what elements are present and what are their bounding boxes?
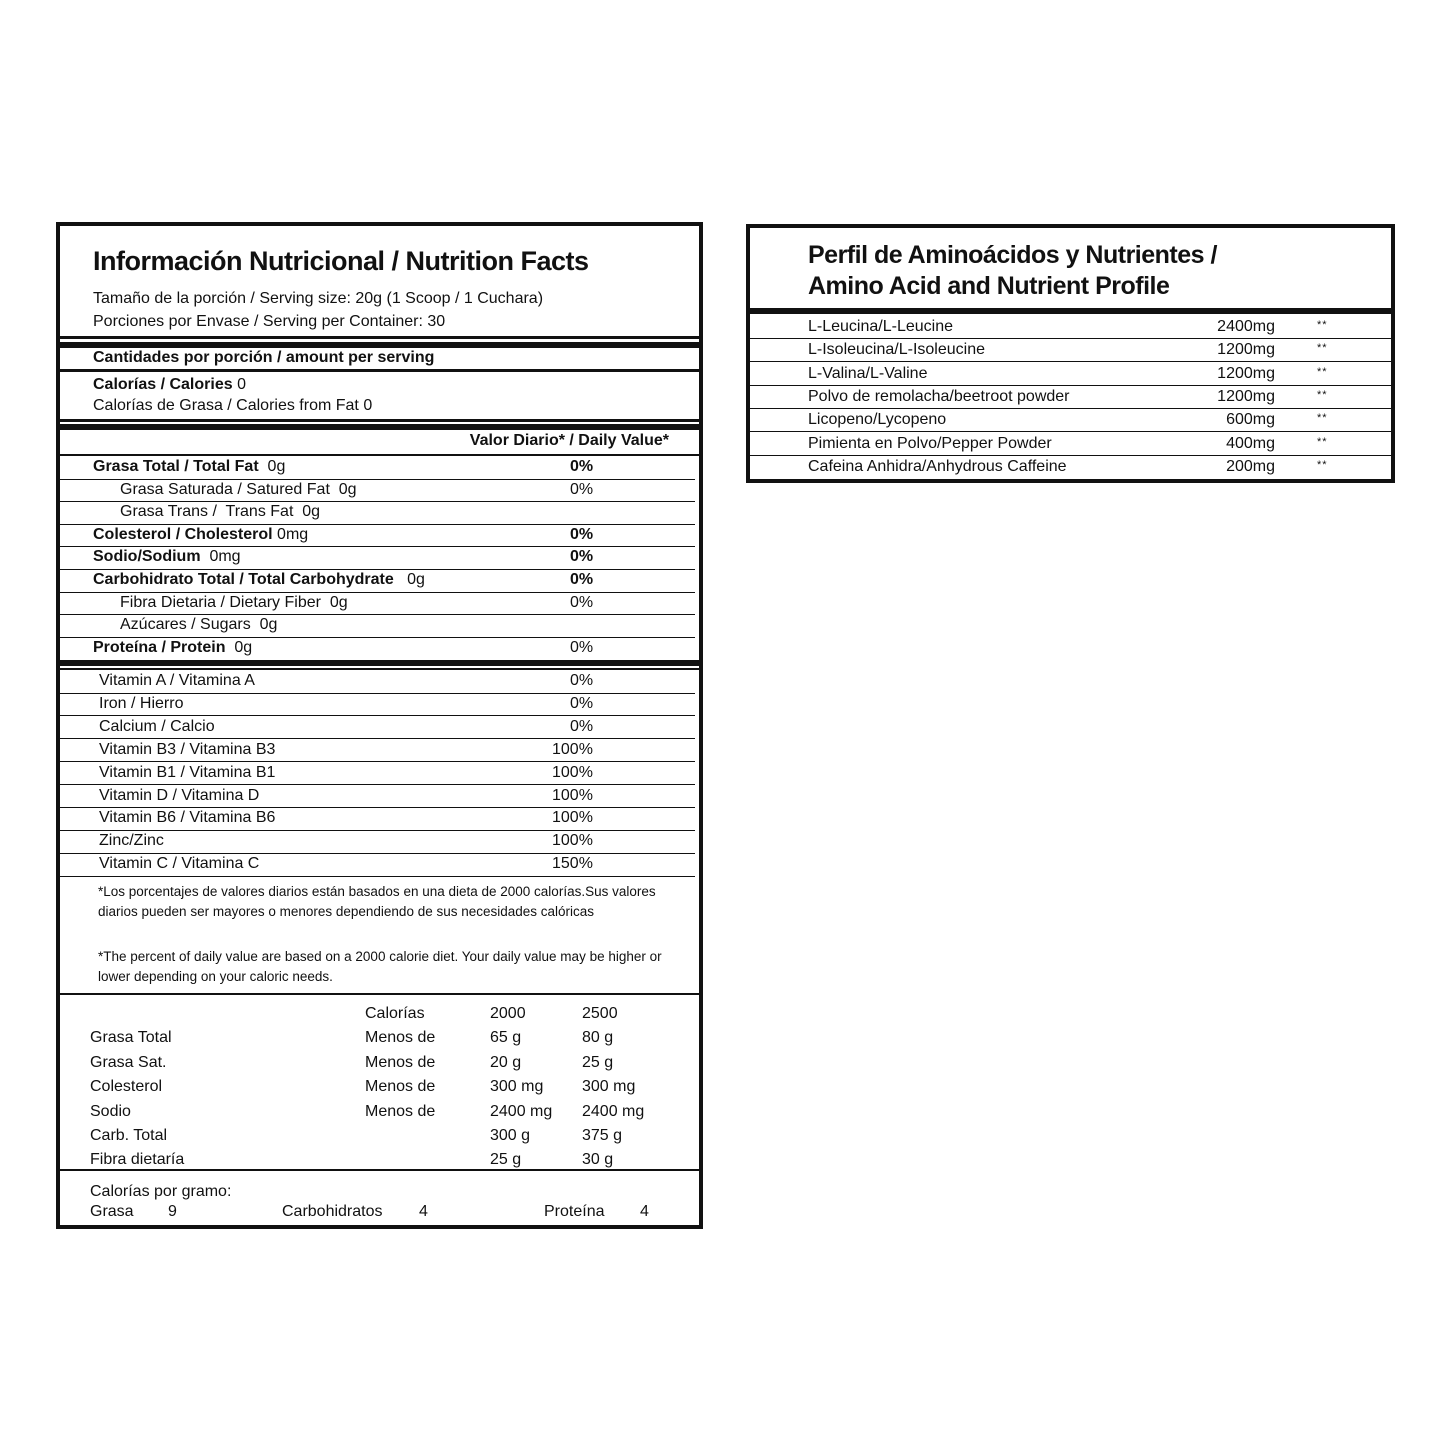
- amino-amount: 200mg: [1226, 457, 1275, 475]
- daily-table-cell: Colesterol: [90, 1078, 163, 1096]
- vitamin-row: [60, 762, 695, 786]
- calories-per-gram-label: Calorías por gramo:: [90, 1183, 232, 1200]
- amino-row: [750, 316, 1391, 339]
- amino-mark: **: [1317, 412, 1328, 425]
- nutrient-row: [60, 456, 695, 480]
- daily-table-cell: Menos de: [365, 1029, 436, 1047]
- daily-table-cell: Grasa Sat.: [90, 1053, 167, 1071]
- nutrient-row: [60, 569, 695, 593]
- vitamin-row: [60, 830, 695, 854]
- amino-mark: **: [1317, 319, 1328, 331]
- vitamin-label: Iron / Hierro: [99, 694, 184, 712]
- nutrient-row: [60, 592, 695, 616]
- divider-thick: [60, 342, 699, 348]
- daily-table-cell: 2500: [582, 1005, 618, 1022]
- amino-title-line1: Perfil de Aminoácidos y Nutrientes /: [808, 241, 1217, 269]
- divider-thick: [60, 424, 699, 430]
- nutrition-facts-panel: [56, 222, 703, 1229]
- amino-name: Pimienta en Polvo/Pepper Powder: [808, 434, 1052, 452]
- amino-row: [750, 433, 1391, 456]
- daily-table-cell: Menos de: [365, 1078, 436, 1096]
- amino-row: [750, 386, 1391, 409]
- vitamin-row: [60, 716, 695, 740]
- nutrition-title: Información Nutricional / Nutrition Facts: [93, 246, 589, 276]
- nutrient-amount: 0mg: [200, 548, 241, 566]
- nutrient-amount: 0mg: [272, 525, 309, 543]
- divider-thick: [60, 660, 699, 666]
- vitamin-label: Zinc/Zinc: [99, 832, 164, 850]
- vitamin-pct: 100%: [552, 763, 593, 781]
- nutrient-pct: 0%: [570, 638, 594, 656]
- vitamin-pct: 0%: [570, 672, 594, 689]
- nutrient-label: [93, 548, 241, 566]
- amino-amount: 400mg: [1226, 434, 1275, 452]
- cpg-carb-label: Carbohidratos: [282, 1203, 383, 1220]
- daily-table-cell: 375 g: [582, 1127, 623, 1144]
- vitamin-pct: 0%: [570, 717, 594, 735]
- daily-table-cell: 300 mg: [490, 1078, 544, 1096]
- daily-values-table: [60, 1001, 700, 1171]
- nutrient-pct: 0%: [570, 525, 594, 543]
- vitamin-pct: 150%: [552, 855, 593, 873]
- vitamin-row: [60, 785, 695, 809]
- divider: [60, 993, 699, 995]
- nutrient-label: Grasa Saturada / Satured Fat 0g: [120, 480, 357, 498]
- vitamin-label: Calcium / Calcio: [99, 717, 215, 735]
- vitamin-label: Vitamin B1 / Vitamina B1: [99, 763, 276, 781]
- amino-row: [750, 339, 1391, 362]
- divider: [60, 336, 699, 339]
- calories-label: Calorías / Calories: [93, 376, 233, 393]
- cpg-protein-value: 4: [640, 1203, 649, 1220]
- nutrient-amount: 0g: [258, 458, 286, 475]
- divider: [60, 1169, 699, 1171]
- nutrient-amount: 0g: [393, 571, 425, 588]
- daily-table-cell: Menos de: [365, 1102, 436, 1120]
- daily-table-cell: 300 mg: [582, 1078, 636, 1096]
- vitamin-row: [60, 853, 695, 877]
- amino-name: Licopeno/Lycopeno: [808, 411, 947, 429]
- nutrient-pct: 0%: [570, 548, 594, 566]
- daily-table-cell: 65 g: [490, 1029, 522, 1047]
- nutrient-pct: 0%: [570, 571, 594, 588]
- nutrient-row: [60, 546, 695, 570]
- cpg-protein-label: Proteína: [544, 1203, 605, 1220]
- daily-table-cell: 300 g: [490, 1127, 531, 1144]
- amino-name: Polvo de remolacha/beetroot powder: [808, 387, 1070, 405]
- nutrient-pct: 0%: [570, 458, 594, 475]
- calories-value: 0: [232, 376, 246, 393]
- vitamin-label: Vitamin B6 / Vitamina B6: [99, 809, 276, 827]
- vitamin-row: [60, 807, 695, 831]
- daily-table-cell: Calorías: [365, 1005, 425, 1022]
- vitamin-pct: 100%: [552, 832, 593, 850]
- amino-title-line2: Amino Acid and Nutrient Profile: [808, 272, 1170, 300]
- footnote-es: *Los porcentajes de valores diarios están basados en una dieta de 2000 calorías.Sus valores diarios pueden ser mayores o menores dependiendo de sus necesidades calóricas: [98, 884, 656, 919]
- amino-amount: 1200mg: [1217, 341, 1275, 359]
- amino-name: L-Leucina/L-Leucine: [808, 318, 953, 335]
- daily-table-cell: 2400 mg: [582, 1102, 645, 1120]
- amino-name: Cafeina Anhidra/Anhydrous Caffeine: [808, 457, 1067, 475]
- divider: [60, 419, 699, 422]
- nutrient-row: [60, 501, 695, 525]
- amino-mark: **: [1317, 435, 1328, 448]
- vitamin-pct: 100%: [552, 809, 593, 827]
- amino-row: [750, 456, 1391, 478]
- vitamin-pct: 100%: [552, 740, 593, 758]
- nutrient-label-bold: Sodio/Sodium: [93, 548, 201, 566]
- vitamin-label: Vitamin A / Vitamina A: [99, 672, 255, 689]
- daily-table-cell: Carb. Total: [90, 1127, 168, 1144]
- footnote-en: *The percent of daily value are based on a 2000 calorie diet. Your daily value may be higher or lower depending on your caloric needs.: [98, 949, 662, 984]
- nutrient-row: [60, 637, 695, 660]
- nutrient-amount: 0g: [225, 638, 253, 656]
- amino-amount: 600mg: [1226, 411, 1275, 429]
- cpg-fat-value: 9: [168, 1203, 177, 1220]
- amino-amount: 1200mg: [1217, 387, 1275, 405]
- nutrient-label-bold: Grasa Total / Total Fat: [93, 458, 259, 475]
- nutrient-row: [60, 524, 695, 548]
- vitamin-row: [60, 739, 695, 763]
- vitamin-label: Vitamin C / Vitamina C: [99, 855, 260, 873]
- daily-table-cell: 30 g: [582, 1151, 614, 1169]
- daily-table-cell: 2400 mg: [490, 1102, 553, 1120]
- amino-mark: **: [1317, 365, 1328, 378]
- daily-table-cell: 20 g: [490, 1053, 522, 1071]
- vitamin-pct: 0%: [570, 694, 594, 712]
- cpg-carb-value: 4: [419, 1203, 428, 1220]
- nutrient-label: [93, 458, 285, 476]
- daily-table-cell: 80 g: [582, 1029, 614, 1047]
- nutrient-pct: 0%: [570, 593, 594, 611]
- daily-table-cell: 25 g: [490, 1151, 522, 1169]
- amino-name: L-Isoleucina/L-Isoleucine: [808, 341, 985, 359]
- nutrient-pct: 0%: [570, 480, 594, 498]
- calories-from-fat: Calorías de Grasa / Calories from Fat 0: [93, 397, 373, 414]
- amino-amount: 2400mg: [1217, 318, 1275, 335]
- nutrient-label: Grasa Trans / Trans Fat 0g: [120, 503, 321, 521]
- nutrient-label: Fibra Dietaria / Dietary Fiber 0g: [120, 593, 348, 611]
- nutrient-label: [93, 526, 308, 544]
- vitamin-row: [60, 670, 695, 694]
- amino-amount: 1200mg: [1217, 364, 1275, 382]
- calories-line: [93, 376, 246, 394]
- nutrient-row: [60, 614, 695, 638]
- daily-table-cell: 25 g: [582, 1053, 614, 1071]
- amino-row: [750, 363, 1391, 386]
- daily-table-cell: Sodio: [90, 1102, 131, 1120]
- daily-table-cell: Menos de: [365, 1053, 436, 1071]
- amino-mark: **: [1317, 458, 1328, 471]
- divider: [60, 369, 699, 372]
- nutrient-label: [93, 571, 425, 589]
- servings-per-container: Porciones por Envase / Serving per Container: 30: [93, 313, 446, 330]
- cpg-fat-label: Grasa: [90, 1203, 134, 1220]
- amino-row: [750, 409, 1391, 432]
- amino-mark: **: [1317, 388, 1328, 401]
- amino-name: L-Valina/L-Valine: [808, 364, 928, 382]
- nutrient-label-bold: Colesterol / Cholesterol: [93, 525, 273, 543]
- daily-table-cell: Fibra dietaría: [90, 1151, 185, 1169]
- nutrient-label: [93, 639, 252, 657]
- daily-value-header: Valor Diario* / Daily Value*: [469, 432, 669, 449]
- nutrient-label-bold: Carbohidrato Total / Total Carbohydrate: [93, 571, 394, 588]
- vitamin-row: [60, 693, 695, 717]
- vitamin-label: Vitamin B3 / Vitamina B3: [99, 740, 276, 758]
- amino-profile-panel: [746, 224, 1395, 483]
- vitamin-pct: 100%: [552, 786, 593, 804]
- amount-per-serving-header: Cantidades por porción / amount per serving: [93, 349, 435, 366]
- divider-thick: [750, 308, 1391, 314]
- daily-table-cell: Grasa Total: [90, 1029, 172, 1047]
- nutrient-label: Azúcares / Sugars 0g: [120, 616, 278, 634]
- nutrient-row: [60, 479, 695, 503]
- nutrient-label-bold: Proteína / Protein: [93, 638, 226, 656]
- amino-mark: **: [1317, 342, 1328, 355]
- daily-table-cell: 2000: [490, 1005, 526, 1022]
- amino-title: [808, 240, 1217, 302]
- serving-size: Tamaño de la porción / Serving size: 20g (1 Scoop / 1 Cuchara): [93, 290, 544, 307]
- vitamin-label: Vitamin D / Vitamina D: [99, 786, 260, 804]
